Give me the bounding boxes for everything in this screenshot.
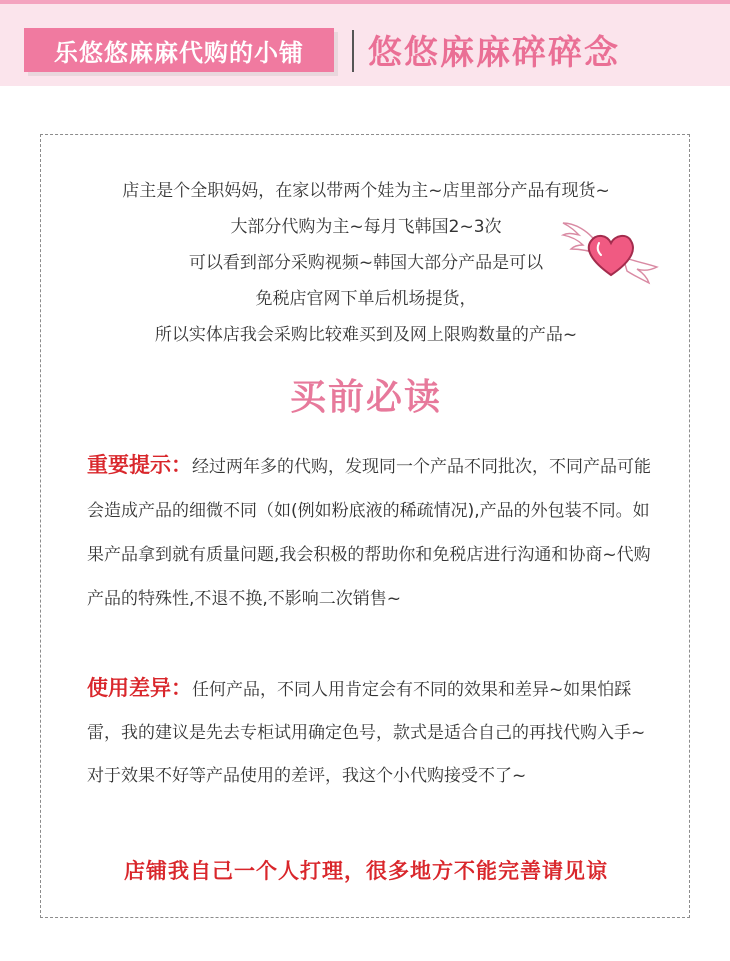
important-notice-label: 重要提示： <box>87 453 192 477</box>
section-title: 买前必读 <box>289 376 442 418</box>
footer-note: 店铺我自己一个人打理，很多地方不能完善请见谅 <box>124 859 608 883</box>
intro-line: 免税店官网下单后机场提货， <box>255 289 477 309</box>
intro-line: 所以实体店我会采购比较难买到及网上限购数量的产品~ <box>154 325 578 345</box>
important-notice-text: 经过两年多的代购，发现同一个产品不同批次，不同产品可能会造成产品的细微不同（如(例如粉底液的稀疏情况),产品的外包装不同。如果产品拿到就有质量问题,我会积极的帮助你和免税店进行沟通和协商~代购产品的特殊性,不退不换,不影响二次销售~ <box>87 457 651 609</box>
page-header <box>0 0 730 86</box>
usage-difference-text: 任何产品，不同人用肯定会有不同的效果和差异~如果怕踩雷，我的建议是先去专柜试用确定色号，款式是适合自己的再找代购入手~对于效果不好等产品使用的差评，我这个小代购接受不了~ <box>87 680 646 786</box>
shop-name-badge: 乐悠悠麻麻代购的小铺 <box>24 28 334 72</box>
intro-line: 店主是个全职妈妈，在家以带两个娃为主~店里部分产品有现货~ <box>122 181 610 201</box>
intro-line: 可以看到部分采购视频~韩国大部分产品是可以 <box>188 253 544 273</box>
notice-card <box>40 134 690 918</box>
intro-line: 大部分代购为主~每月飞韩国2~3次 <box>230 217 502 237</box>
usage-difference-label: 使用差异： <box>87 676 192 700</box>
header-title: 悠悠麻麻碎碎念 <box>368 32 620 73</box>
usage-difference <box>87 667 657 798</box>
winged-heart-icon <box>561 209 661 289</box>
header-divider <box>352 30 354 72</box>
important-notice <box>87 443 657 621</box>
